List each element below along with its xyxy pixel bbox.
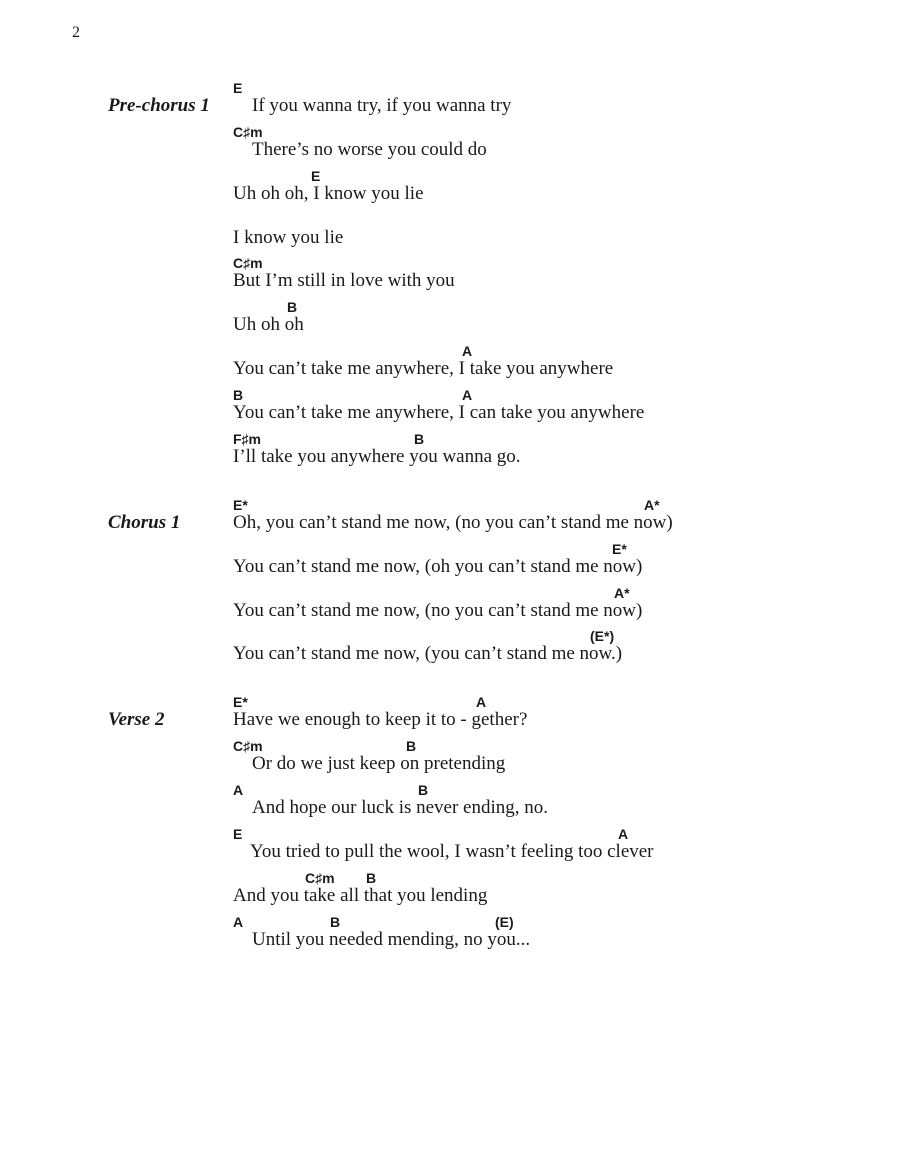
lyric-line: I’ll take you anywhere you wanna go. bbox=[233, 446, 521, 467]
chord: E bbox=[233, 826, 243, 842]
chord: A bbox=[233, 914, 244, 930]
chord: B bbox=[330, 914, 341, 930]
chord: (E*) bbox=[590, 628, 615, 644]
chord: C♯m bbox=[233, 124, 263, 140]
lyric-line: Uh oh oh, I know you lie bbox=[233, 183, 424, 204]
lyric-line: And you take all that you lending bbox=[233, 885, 488, 906]
chord: B bbox=[418, 782, 429, 798]
chord: E bbox=[311, 168, 321, 184]
section-label-pre-chorus-1: Pre-chorus 1 bbox=[108, 95, 210, 116]
lyric-line: And hope our luck is never ending, no. bbox=[252, 797, 549, 818]
section-label-chorus-1: Chorus 1 bbox=[108, 512, 181, 533]
chord: A bbox=[462, 343, 473, 359]
lyric-line: Or do we just keep on pretending bbox=[252, 753, 506, 774]
lyric-line: But I’m still in love with you bbox=[233, 270, 455, 291]
chord: B bbox=[287, 299, 298, 315]
chord: B bbox=[414, 431, 425, 447]
chord: E* bbox=[233, 497, 248, 513]
chord: E* bbox=[233, 694, 248, 710]
lyric-line: You can’t stand me now, (oh you can’t stand me now) bbox=[233, 556, 643, 577]
chord: C♯m bbox=[233, 255, 263, 271]
chord: C♯m bbox=[305, 870, 335, 886]
chord: B bbox=[406, 738, 417, 754]
lyric-line: Uh oh oh bbox=[233, 314, 304, 335]
chord: A bbox=[233, 782, 244, 798]
lyric-line: Until you needed mending, no you... bbox=[252, 929, 531, 950]
lyric-line: If you wanna try, if you wanna try bbox=[252, 95, 512, 116]
chord: C♯m bbox=[233, 738, 263, 754]
chord: B bbox=[233, 387, 244, 403]
lyric-line: There’s no worse you could do bbox=[252, 139, 487, 160]
chord: F♯m bbox=[233, 431, 261, 447]
lyric-line: Oh, you can’t stand me now, (no you can’t stand me now) bbox=[233, 512, 673, 533]
lyric-line: You can’t take me anywhere, I take you anywhere bbox=[233, 358, 614, 379]
lyric-line: I know you lie bbox=[233, 227, 344, 248]
chord: E bbox=[233, 80, 243, 96]
chord: A bbox=[618, 826, 629, 842]
chord: B bbox=[366, 870, 377, 886]
chord: A bbox=[476, 694, 487, 710]
lyric-line: You can’t stand me now, (you can’t stand me now.) bbox=[233, 643, 623, 664]
page-number: 2 bbox=[72, 24, 80, 41]
lyric-line: You can’t take me anywhere, I can take you anywhere bbox=[233, 402, 645, 423]
chord: E* bbox=[612, 541, 627, 557]
chord: A* bbox=[614, 585, 630, 601]
chord: A* bbox=[644, 497, 660, 513]
chord: (E) bbox=[495, 914, 514, 930]
lyric-line: Have we enough to keep it to - gether? bbox=[233, 709, 528, 730]
chord: A bbox=[462, 387, 473, 403]
section-label-verse-2: Verse 2 bbox=[108, 709, 165, 730]
lyric-line: You tried to pull the wool, I wasn’t feeling too clever bbox=[250, 841, 654, 862]
lyric-line: You can’t stand me now, (no you can’t stand me now) bbox=[233, 600, 643, 621]
